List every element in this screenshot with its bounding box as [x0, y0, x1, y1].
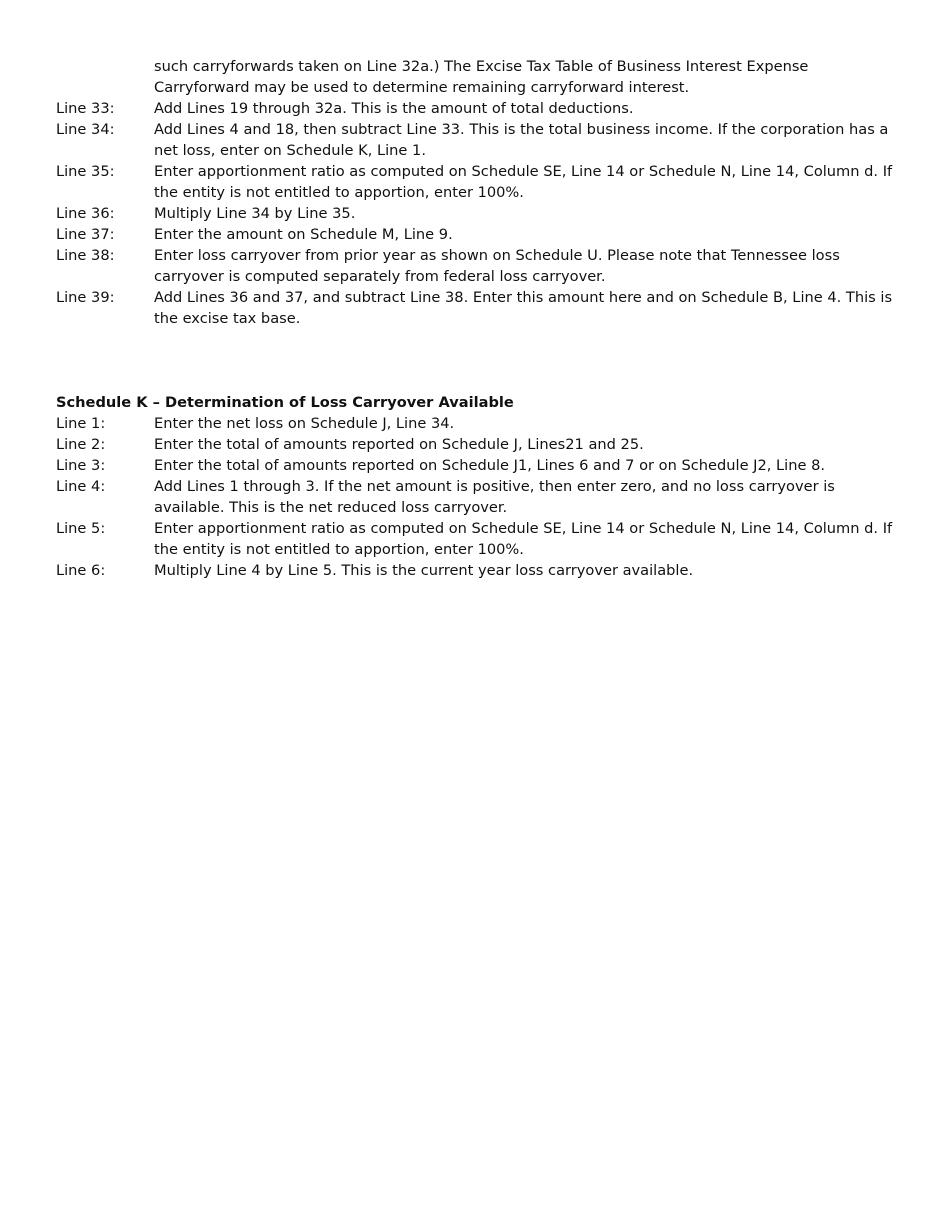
line-label: Line 37:: [56, 226, 115, 243]
line-instruction: Multiply Line 34 by Line 35.: [154, 205, 356, 222]
line-label: Line 1:: [56, 415, 106, 432]
instruction-row-line-35: [56, 161, 906, 203]
line-label: Line 39:: [56, 289, 115, 306]
line-instruction: Add Lines 1 through 3. If the net amount is positive, then enter zero, and no loss carryover is available. This is the net reduced loss carryover.: [154, 478, 835, 516]
instruction-row-line-36: [56, 203, 906, 224]
instruction-row-line-1: [56, 413, 906, 434]
line-instruction: Enter the total of amounts reported on Schedule J, Lines21 and 25.: [154, 436, 644, 453]
instruction-row-line-37: [56, 224, 906, 245]
line-instruction: Enter the total of amounts reported on Schedule J1, Lines 6 and 7 or on Schedule J2, Line 8.: [154, 457, 826, 474]
line-label: Line 5:: [56, 520, 106, 537]
line-instruction: Enter loss carryover from prior year as shown on Schedule U. Please note that Tennessee loss carryover is computed separately from federal loss carryover.: [154, 247, 840, 285]
instruction-row-line-5: [56, 518, 906, 560]
line-instruction: Enter the amount on Schedule M, Line 9.: [154, 226, 453, 243]
line-instruction: Enter the net loss on Schedule J, Line 34.: [154, 415, 455, 432]
line-instruction: Enter apportionment ratio as computed on Schedule SE, Line 14 or Schedule N, Line 14, Column d. If the entity is not entitled to apportion, enter 100%.: [154, 163, 893, 201]
line-label: Line 6:: [56, 562, 106, 579]
instruction-row-line-4: [56, 476, 906, 518]
line-label: Line 3:: [56, 457, 106, 474]
line-label: Line 4:: [56, 478, 106, 495]
instruction-row-line-3: [56, 455, 906, 476]
line-label: Line 33:: [56, 100, 115, 117]
instruction-row-line-2: [56, 434, 906, 455]
schedule-j-continued-section: [56, 56, 906, 329]
line-instruction: Add Lines 36 and 37, and subtract Line 38. Enter this amount here and on Schedule B, Line 4. This is the excise tax base.: [154, 289, 893, 327]
document-page: [56, 56, 906, 581]
instruction-row-line-6: [56, 560, 906, 581]
instruction-row-line-38: [56, 245, 906, 287]
instruction-row-line-34: [56, 119, 906, 161]
line-instruction: Add Lines 4 and 18, then subtract Line 33. This is the total business income. If the corporation has a net loss, enter on Schedule K, Line 1.: [154, 121, 889, 159]
line-instruction: Enter apportionment ratio as computed on Schedule SE, Line 14 or Schedule N, Line 14, Column d. If the entity is not entitled to apportion, enter 100%.: [154, 520, 893, 558]
carryforward-intro-text: such carryforwards taken on Line 32a.) The Excise Tax Table of Business Interest Expense Carryforward may be used to determine remaining carryforward interest.: [154, 58, 809, 96]
line-instruction: Multiply Line 4 by Line 5. This is the current year loss carryover available.: [154, 562, 694, 579]
instruction-row-line-39: [56, 287, 906, 329]
instruction-row-line-33: [56, 98, 906, 119]
line-label: Line 34:: [56, 121, 115, 138]
section-heading: Schedule K – Determination of Loss Carryover Available: [56, 394, 514, 411]
line-instruction: Add Lines 19 through 32a. This is the amount of total deductions.: [154, 100, 634, 117]
line-label: Line 38:: [56, 247, 115, 264]
line-label: Line 36:: [56, 205, 115, 222]
schedule-k-section: [56, 392, 906, 581]
line-label: Line 35:: [56, 163, 115, 180]
line-label: Line 2:: [56, 436, 106, 453]
